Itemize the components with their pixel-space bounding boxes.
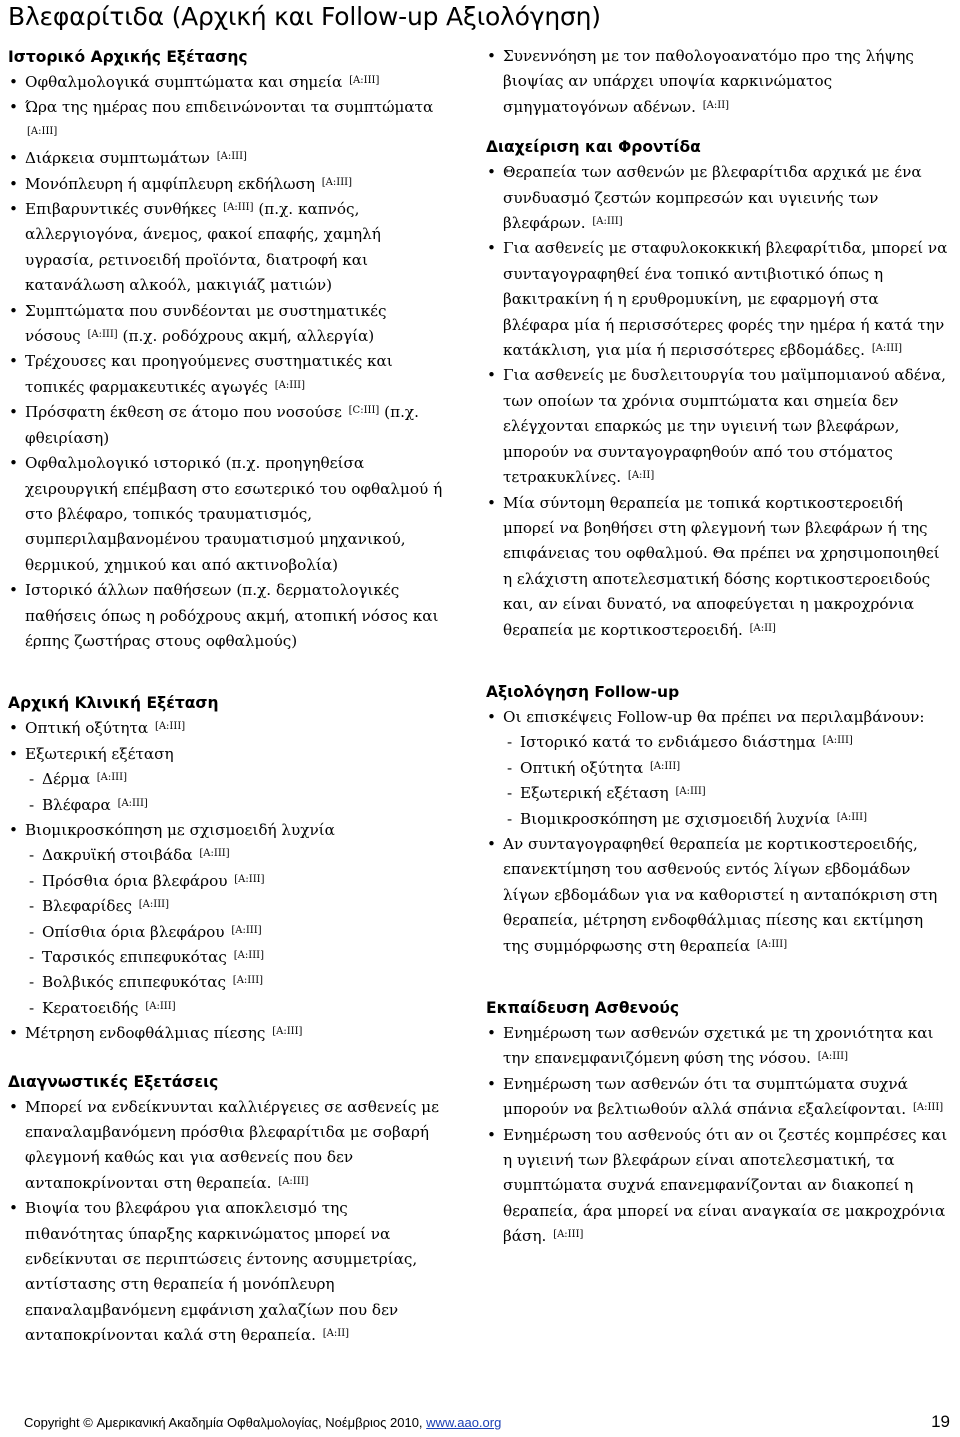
evidence-rating: [A:III]	[822, 735, 853, 747]
history-item	[8, 146, 446, 171]
followup-item-subitem	[486, 781, 948, 806]
education-section	[486, 995, 948, 1250]
footer-copyright	[24, 1415, 501, 1430]
education-heading: Εκπαίδευση Ασθενούς	[486, 999, 680, 1017]
history-heading: Ιστορικό Αρχικής Εξέτασης	[8, 48, 248, 66]
evidence-rating: [A:III]	[756, 938, 788, 950]
evidence-rating: [A:III]	[274, 379, 306, 391]
followup-heading: Αξιολόγηση Follow-up	[486, 682, 680, 701]
evidence-rating: [A:III]	[96, 772, 127, 784]
history-item	[8, 95, 446, 146]
item-text: Εξωτερική εξέταση	[25, 744, 174, 763]
item-text: Μία σύντομη θεραπεία με τοπικά κορτικοστεροειδή μπορεί να βοηθήσει στη φλεγμονή των βλεφάρων ή της επιφάνειας του οφθαλμού. Θα πρέπει να χρησιμοποιηθεί η ελάχιστη αποτελεσματική δόσης κορτικοστεροειδούς και, αν είναι δυνατό, να αποφεύγεται η μακροχρόνια θεραπεία με κορτικοστεροειδή.	[503, 493, 940, 639]
evidence-rating: [A:III]	[232, 975, 264, 987]
item-text: Κερατοειδής	[42, 998, 139, 1017]
evidence-rating: [A:III]	[321, 176, 352, 188]
page-footer	[24, 1414, 956, 1434]
followup-item-subitem	[486, 756, 948, 781]
item-text: Ενημέρωση των ασθενών ότι τα συμπτώματα συχνά μπορούν να βελτιωθούν αλλά σπάνια εξαλείφονται.	[503, 1074, 908, 1119]
item-text: Δακρυϊκή στοιβάδα	[42, 846, 193, 865]
item-text: Βλεφαρίδες	[42, 897, 132, 916]
history-item	[8, 349, 446, 400]
item-text: Οφθαλμολογικά συμπτώματα και σημεία	[25, 73, 343, 91]
evidence-rating: [A:III]	[233, 950, 265, 961]
item-text: Βιομικροσκόπηση με σχισμοειδή λυχνία	[25, 820, 335, 839]
item-text: Για ασθενείς με σταφυλοκοκκική βλεφαρίτιδα, μπορεί να συνταγογραφηθεί ένα τοπικό αντιβιοτικό όπως η βακιτρακίνη ή η ερυθρομυκίνη, με εφαρμογή στα βλέφαρα μία ή περισσότερες φορές την ημέρα ή κατά την κατάκλιση, για μία ή περισσότερες εβδομάδες.	[503, 239, 948, 360]
evidence-rating: [A:III]	[675, 786, 706, 798]
diagnostic-section	[8, 1069, 446, 1349]
item-text: Πρόσφατη έκθεση σε άτομο που νοσούσε	[25, 403, 342, 422]
followup-list	[486, 705, 948, 959]
evidence-rating: [A:III]	[27, 125, 58, 137]
item-text: Ιστορικό άλλων παθήσεων (π.χ. δερματολογικές παθήσεις όπως η ροδόχρους ακμή, ατοπική νόσος και έρπης ζωστήρας στους οφθαλμούς)	[25, 581, 439, 650]
evidence-rating: [A:III]	[223, 202, 254, 214]
evidence-rating: [A:III]	[87, 329, 118, 341]
consult-item	[486, 44, 948, 120]
item-text: Οπτική οξύτητα	[25, 719, 149, 738]
management-item	[486, 236, 948, 363]
evidence-rating: [A:III]	[216, 151, 247, 163]
management-item	[486, 491, 948, 643]
history-item	[8, 451, 446, 578]
management-heading: Διαχείριση και Φροντίδα	[486, 138, 701, 157]
management-item	[486, 363, 948, 490]
evidence-rating: [A:III]	[871, 343, 903, 355]
consult-list	[486, 44, 948, 120]
aao-link[interactable]: www.aao.org	[426, 1415, 502, 1430]
copyright-text: Copyright © Αμερικανική Ακαδημία Οφθαλμολογίας, Νοέμβριος 2010,	[24, 1415, 423, 1430]
right-column	[486, 44, 948, 1250]
evidence-rating: [A:III]	[231, 924, 262, 936]
evidence-rating: [A:III]	[154, 721, 186, 733]
exam-list	[8, 716, 446, 1046]
history-item	[8, 70, 446, 95]
evidence-rating: [A:III]	[817, 1051, 849, 1063]
history-item	[8, 172, 446, 197]
item-text: Επιβαρυντικές συνθήκες	[25, 200, 217, 219]
exam-item	[8, 818, 446, 843]
evidence-rating: [A:III]	[592, 216, 623, 228]
exam-item	[8, 1021, 446, 1046]
exam-item-subitem	[8, 996, 446, 1021]
item-text: Μπορεί να ενδείκνυνται καλλιέργειες σε ασθενείς με επαναλαμβανόμενη πρόσθια βλεφαρίτιδα με σοβαρή φλεγμονή καθώς και για ασθενείς που δεν ανταποκρίνονται στη θεραπεία.	[25, 1097, 439, 1192]
item-text: Για ασθενείς με δυσλειτουργία του μαϊμπομιανού αδένα, των οποίων τα χρόνια συμπτώματα και σημεία δεν ελέγχονται επαρκώς με την υγιεινή των βλεφάρων, μπορούν να συνταγογραφηθούν από του στόματος τετρακυκλίνες.	[503, 366, 946, 487]
page-title: Βλεφαρίτιδα (Αρχική και Follow-up Αξιολόγηση)	[8, 2, 601, 31]
left-column	[8, 44, 446, 1349]
item-text-extra: (π.χ. καπνός, αλλεργιογόνα, άνεμος, φακοί επαφής, χαμηλή υγρασία, ρετινοειδή προϊόντα, διατροφή και κατανάλωση αλκοόλ, μακιγιάζ ματιών)	[25, 200, 381, 295]
evidence-rating: [A:III]	[912, 1102, 944, 1114]
item-text: Πρόσθια όρια βλεφάρου	[42, 871, 228, 890]
management-item	[486, 160, 948, 236]
item-text: Συμπτώματα που συνδέονται με συστηματικές νόσους	[25, 301, 387, 346]
item-text: Δέρμα	[42, 770, 90, 789]
item-text: Τρέχουσες και προηγούμενες συστηματικές και τοπικές φαρμακευτικές αγωγές	[25, 352, 393, 396]
exam-item-subitem	[8, 970, 446, 995]
item-text: Βιομικροσκόπηση με σχισμοειδή λυχνία	[520, 809, 830, 828]
evidence-rating: [A:III]	[349, 75, 380, 86]
evidence-rating: [A:III]	[117, 797, 148, 809]
exam-section	[8, 690, 446, 1046]
page-number: 19	[931, 1412, 950, 1431]
evidence-rating: [A:II]	[322, 1328, 350, 1340]
history-item	[8, 578, 446, 654]
history-item	[8, 299, 446, 350]
history-item	[8, 400, 446, 451]
education-item	[486, 1072, 948, 1123]
item-text: Διάρκεια συμπτωμάτων	[25, 149, 210, 168]
diagnostic-heading: Διαγνωστικές Εξετάσεις	[8, 1072, 219, 1091]
evidence-rating: [A:III]	[234, 873, 265, 885]
followup-item	[486, 832, 948, 959]
item-text: Οφθαλμολογικό ιστορικό (π.χ. προηγηθείσα χειρουργική επέμβαση στο εσωτερικό του οφθαλμού ή στο βλέφαρο, τοπικός τραυματισμός, συμπεριλαμβανομένου τραυματισμού μηχανικού, θερμικού, χημικού και από ακτινοβολία)	[25, 454, 443, 574]
item-text: Βολβικός επιπεφυκότας	[42, 973, 226, 992]
exam-item-subitem	[8, 767, 446, 792]
followup-item	[486, 705, 948, 730]
evidence-rating: [A:III]	[138, 899, 170, 911]
evidence-rating: [A:III]	[278, 1175, 309, 1187]
item-text: Ταρσικός επιπεφυκότας	[42, 948, 227, 966]
item-text: Οπτική οξύτητα	[520, 758, 644, 777]
item-text: Βιοψία του βλεφάρου για αποκλεισμό της πιθανότητας ύπαρξης καρκινώματος μπορεί να ενδείκνυται σε περιπτώσεις έντονης ασυμμετρίας, αντίστασης στη θεραπεία ή μονόπλευρη επαναλαμβανόμενη εμφάνιση χαλαζίων που δεν ανταποκρίνονται καλά στη θεραπεία.	[25, 1199, 418, 1345]
management-list	[486, 160, 948, 643]
exam-item-subitem	[8, 843, 446, 868]
item-text: Οι επισκέψεις Follow-up θα πρέπει να περιλαμβάνουν:	[503, 707, 925, 726]
education-item	[486, 1123, 948, 1250]
item-text: Εξωτερική εξέταση	[520, 784, 669, 803]
item-text: Ιστορικό κατά το ενδιάμεσο διάστημα	[520, 733, 816, 752]
item-text: Θεραπεία των ασθενών με βλεφαρίτιδα αρχικά με ένα συνδυασμό ζεστών κομπρεσών και υγιεινής των βλεφάρων.	[503, 163, 922, 233]
followup-item-subitem	[486, 807, 948, 832]
evidence-rating: [A:III]	[272, 1026, 303, 1038]
exam-item-subitem	[8, 894, 446, 919]
management-section	[486, 134, 948, 643]
exam-heading: Αρχική Κλινική Εξέταση	[8, 694, 219, 713]
education-list	[486, 1021, 948, 1250]
item-text: Αν συνταγογραφηθεί θεραπεία με κορτικοστεροειδής, επανεκτίμηση του ασθενούς εντός λίγων εβδομάδων λίγων εβδομάδων για να καθοριστεί η ανταπόκριση στη θεραπεία, μέτρηση ενδοφθάλμιας πίεσης και εκτίμηση της συμμόρφωσης στη θεραπεία	[503, 834, 938, 955]
history-item	[8, 197, 446, 299]
education-item	[486, 1021, 948, 1072]
item-text: Βλέφαρα	[42, 795, 111, 814]
consult-section	[486, 44, 948, 120]
exam-item-subitem	[8, 869, 446, 894]
evidence-rating: [C:III]	[348, 405, 380, 417]
evidence-rating: [A:II]	[627, 470, 655, 482]
item-text: Μέτρηση ενδοφθάλμιας πίεσης	[25, 1024, 266, 1043]
evidence-rating: [A:III]	[199, 848, 230, 860]
item-text: Συνεννόηση με τον παθολογοανατόμο προ της λήψης βιοψίας αν υπάρχει υποψία καρκινώματος σμηγματογόνων αδένων.	[503, 47, 914, 116]
evidence-rating: [A:III]	[836, 811, 867, 823]
evidence-rating: [A:II]	[749, 622, 776, 634]
evidence-rating: [A:III]	[553, 1229, 584, 1241]
evidence-rating: [A:III]	[649, 760, 681, 772]
diagnostic-item	[8, 1196, 446, 1348]
item-text: Μονόπλευρη ή αμφίπλευρη εκδήλωση	[25, 174, 315, 193]
item-text: Ενημέρωση του ασθενούς ότι αν οι ζεστές κομπρέσες και η υγιεινή των βλεφάρων είναι αποτελεσματική, τα συμπτώματα συχνά επανεμφανίζονται αν διακοπεί η θεραπεία, άρα μπορεί να είναι αναγκαία σε μακροχρόνια βάση.	[503, 1125, 948, 1246]
item-text-extra: (π.χ. φθειρίαση)	[25, 403, 419, 447]
item-text: Ενημέρωση των ασθενών σχετικά με τη χρονιότητα και την επανεμφανιζόμενη φύση της νόσου.	[503, 1024, 934, 1068]
exam-item-subitem	[8, 920, 446, 945]
history-section	[8, 44, 446, 654]
exam-item	[8, 742, 446, 767]
exam-item	[8, 716, 446, 741]
exam-item-subitem	[8, 793, 446, 818]
evidence-rating: [A:II]	[702, 99, 730, 111]
followup-section	[486, 679, 948, 959]
item-text: Οπίσθια όρια βλεφάρου	[42, 922, 225, 941]
followup-item-subitem	[486, 730, 948, 755]
evidence-rating: [A:III]	[145, 1000, 176, 1012]
item-text: Ώρα της ημέρας που επιδεινώνονται τα συμπτώματα	[25, 98, 434, 117]
diagnostic-item	[8, 1095, 446, 1197]
history-list	[8, 70, 446, 654]
diagnostic-list	[8, 1095, 446, 1349]
exam-item-subitem	[8, 945, 446, 970]
item-text-extra: (π.χ. ροδόχρους ακμή, αλλεργία)	[122, 327, 375, 346]
